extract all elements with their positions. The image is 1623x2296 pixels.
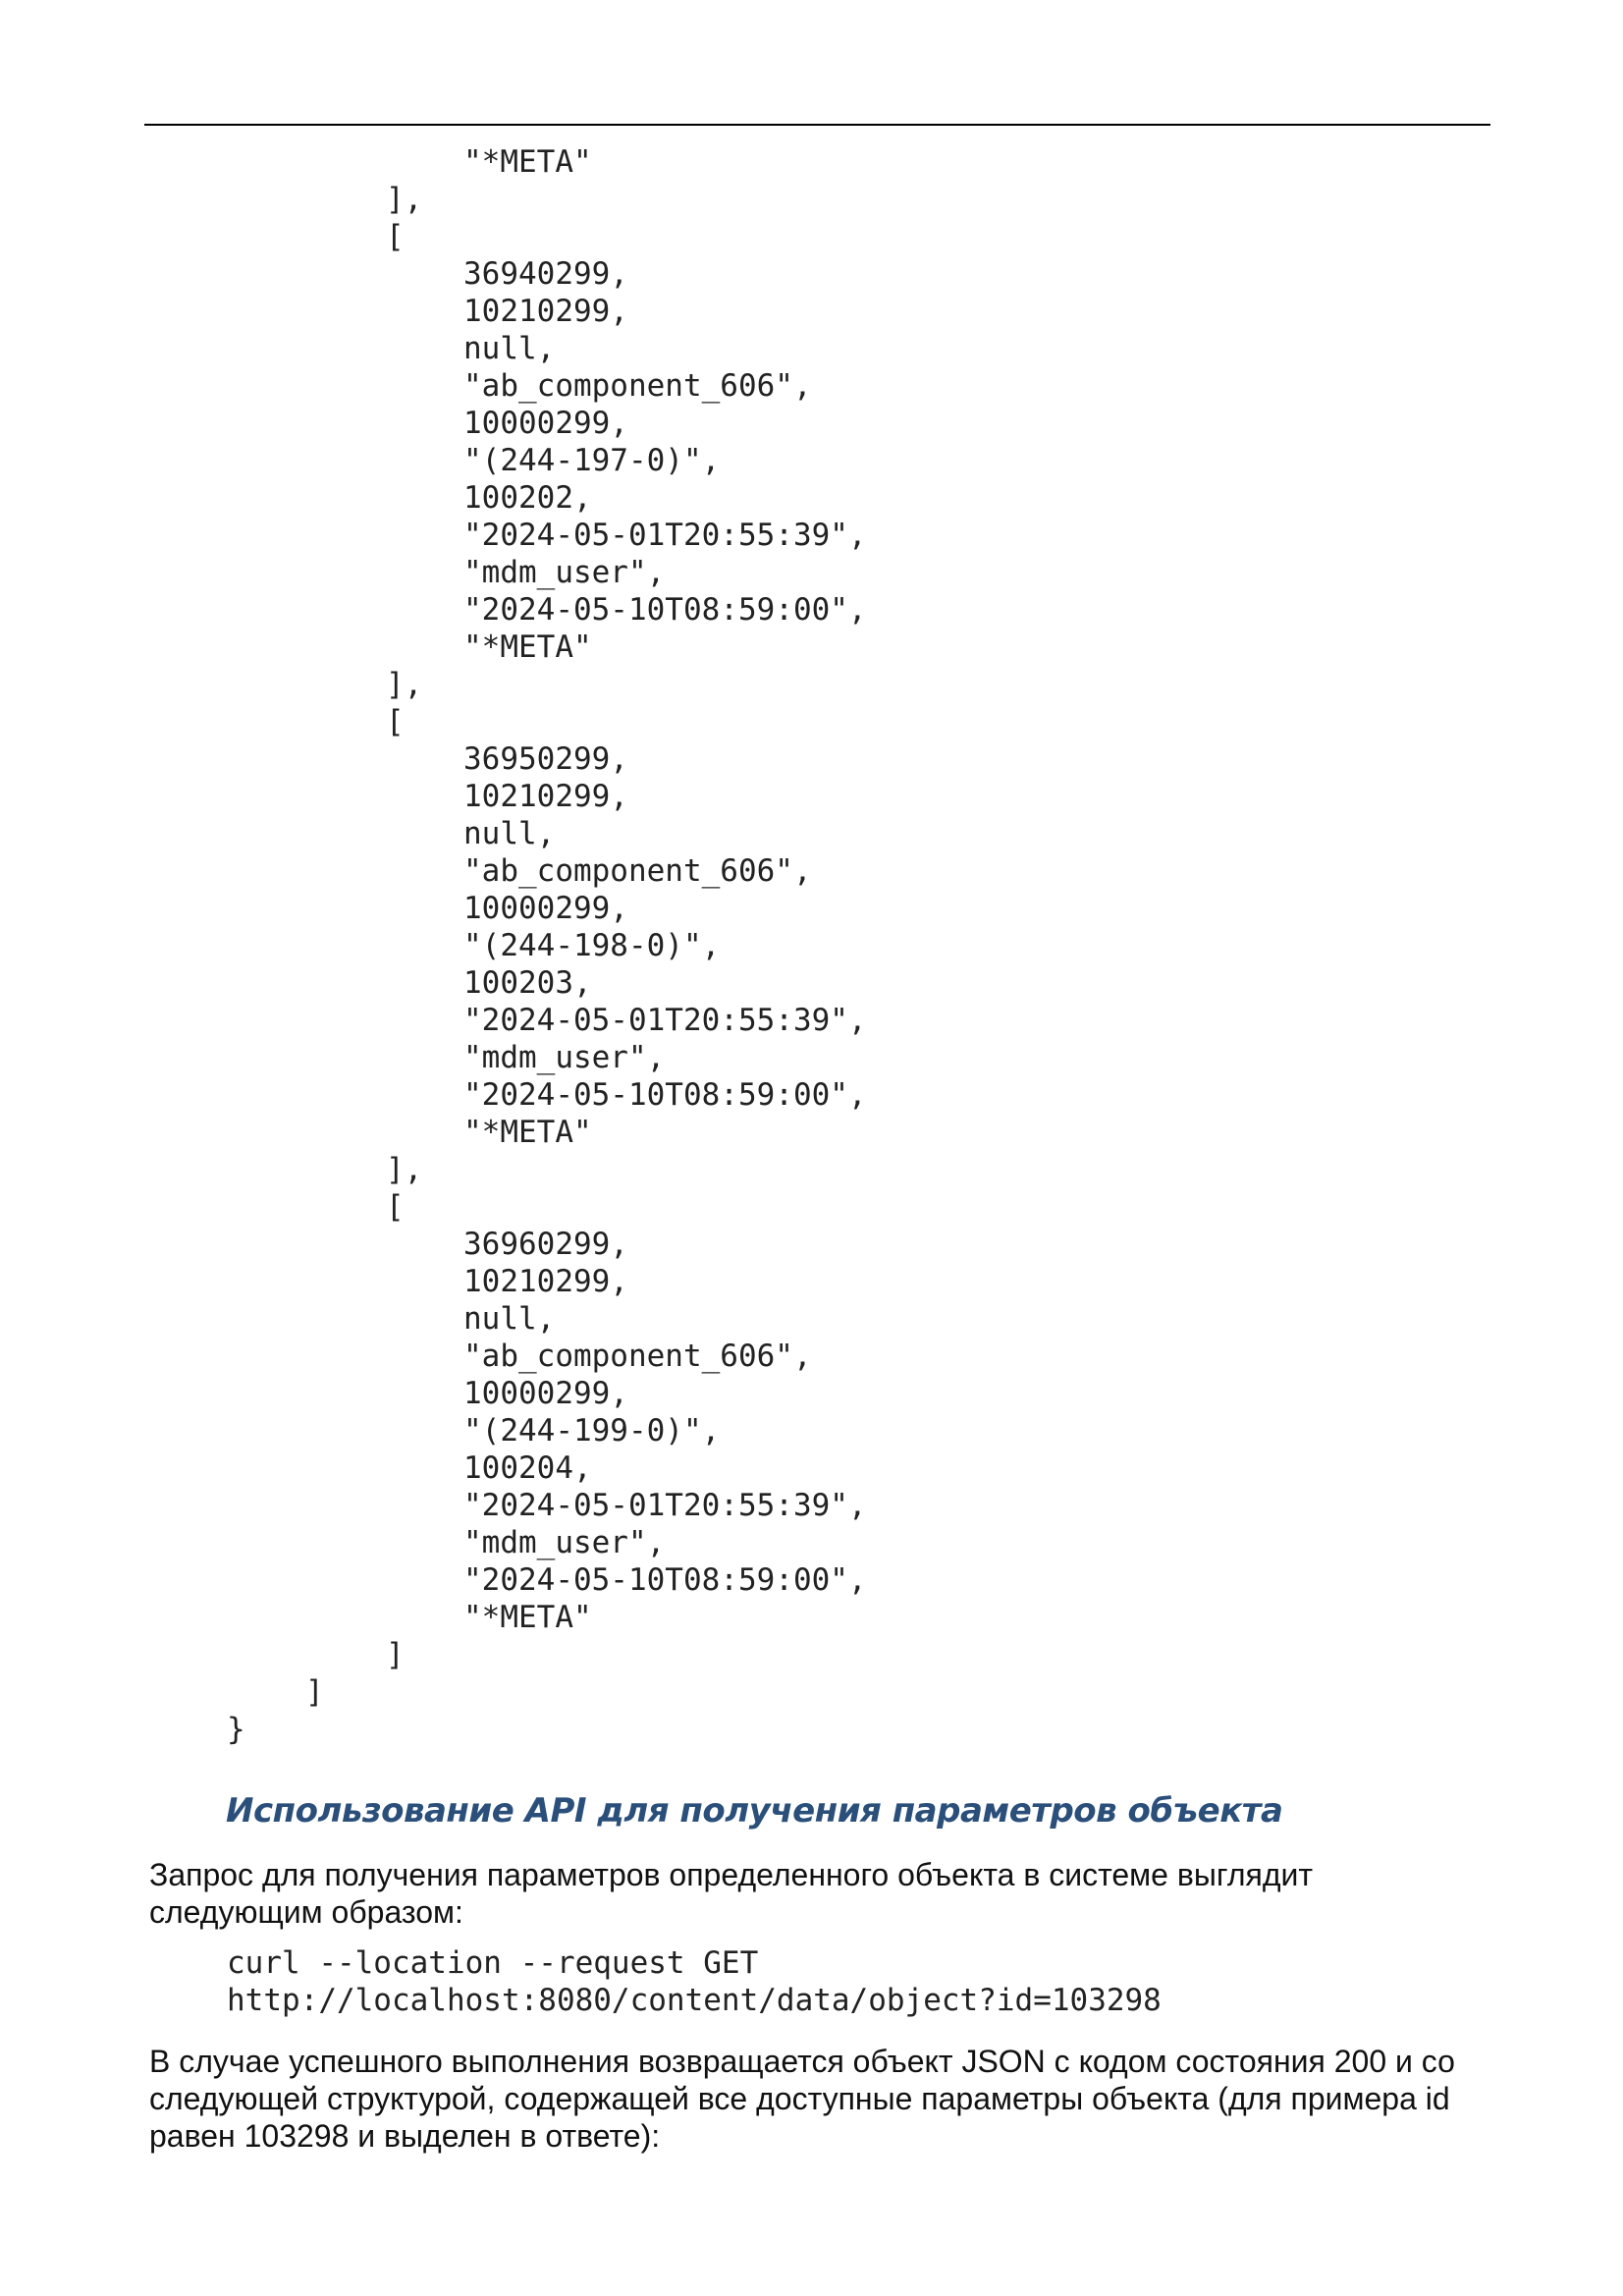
code-line: "2024-05-10T08:59:00", <box>463 1077 867 1113</box>
code-line: "2024-05-01T20:55:39", <box>463 1488 867 1523</box>
code-line: [ <box>386 1189 405 1225</box>
code-line: "ab_component_606", <box>463 1339 812 1374</box>
code-line: "2024-05-10T08:59:00", <box>463 592 867 628</box>
code-line: 10210299, <box>463 1264 628 1299</box>
section-heading: Использование API для получения параметров объекта <box>226 1791 1283 1831</box>
request-line: http://localhost:8080/content/data/object?id=103298 <box>227 1983 1162 2018</box>
result-paragraph: В случае успешного выполнения возвращается объект JSON с кодом состояния 200 и со следующей структурой, содержащей все доступные параметры объекта (для примера id равен 103298 и выделен в ответе): <box>149 2044 1455 2154</box>
code-line: 36940299, <box>463 256 628 292</box>
code-line: [ <box>386 704 405 739</box>
intro-paragraph: Запрос для получения параметров определенного объекта в системе выглядит следующим образом: <box>149 1857 1314 1930</box>
code-line: "2024-05-01T20:55:39", <box>463 518 867 553</box>
code-line: 36960299, <box>463 1227 628 1262</box>
code-line: "mdm_user", <box>463 1040 666 1075</box>
code-line: null, <box>463 816 556 851</box>
code-line: "(244-198-0)", <box>463 928 721 963</box>
code-line: 100202, <box>463 480 592 516</box>
code-line: null, <box>463 331 556 366</box>
code-line: "2024-05-01T20:55:39", <box>463 1003 867 1038</box>
code-line: 100203, <box>463 965 592 1001</box>
code-line: ] <box>305 1674 324 1710</box>
code-line: "mdm_user", <box>463 555 666 590</box>
code-line: 36950299, <box>463 741 628 777</box>
code-line: "ab_component_606", <box>463 853 812 889</box>
header-rule <box>144 124 1490 126</box>
code-line: "*META" <box>463 629 592 665</box>
code-line: null, <box>463 1301 556 1337</box>
code-line: } <box>227 1712 245 1747</box>
code-line: "2024-05-10T08:59:00", <box>463 1562 867 1598</box>
code-line: ], <box>386 1152 423 1187</box>
code-line: 10000299, <box>463 406 628 441</box>
code-line: "*META" <box>463 144 592 180</box>
code-line: "mdm_user", <box>463 1525 666 1560</box>
code-line: 10000299, <box>463 891 628 926</box>
code-line: ], <box>386 182 423 217</box>
code-line: 10210299, <box>463 779 628 814</box>
code-line: "ab_component_606", <box>463 368 812 404</box>
code-line: "(244-199-0)", <box>463 1413 721 1449</box>
code-line: [ <box>386 219 405 254</box>
code-line: 10000299, <box>463 1376 628 1411</box>
code-line: ] <box>386 1637 405 1672</box>
code-line: "*META" <box>463 1600 592 1635</box>
code-line: ], <box>386 667 423 702</box>
code-line: 10210299, <box>463 294 628 329</box>
code-line: 100204, <box>463 1450 592 1486</box>
code-line: "*META" <box>463 1115 592 1150</box>
code-line: "(244-197-0)", <box>463 443 721 478</box>
request-line: curl --location --request GET <box>227 1945 759 1981</box>
